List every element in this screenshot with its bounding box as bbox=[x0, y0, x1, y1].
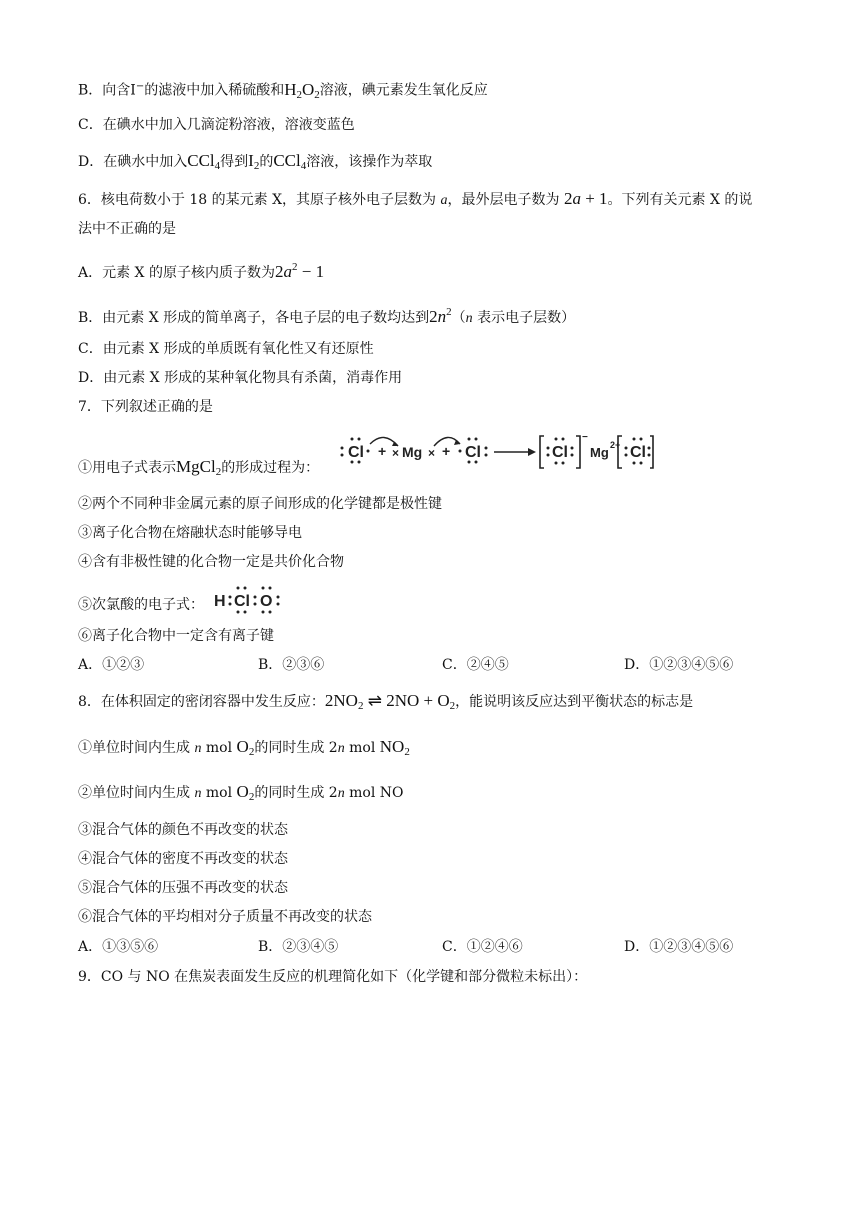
plus-sign-left: + bbox=[378, 443, 387, 459]
product-cl-2: Cl bbox=[630, 444, 646, 461]
q6-option-b: B．由元素 X 形成的简单离子，各电子层的电子数均达到$2n^2(n$ 表示电子层数） bbox=[78, 306, 576, 326]
q5-option-d: D．在碘水中加入CCl$_4$得到$I_2$的CCl$_4$溶液，该操作为萃取 bbox=[78, 151, 433, 172]
electron-cross-right: × bbox=[428, 446, 436, 460]
q8-statement-1: ①单位时间内生成 n mol $O_2$的同时生成 2n mol $NO_2$ bbox=[78, 737, 410, 758]
i2-formula: $I_2$ bbox=[248, 151, 260, 172]
two-n-squared: $2n^2$ bbox=[429, 306, 452, 326]
h2o2-formula: $H_2O_2$ bbox=[284, 79, 320, 101]
plus-sign-right: + bbox=[442, 443, 451, 459]
q8-statement-2: ②单位时间内生成 n mol $O_2$的同时生成 2n mol NO bbox=[78, 782, 404, 803]
q7-statement-5: ⑤次氯酸的电子式： bbox=[78, 597, 204, 613]
q8-statement-4: ④混合气体的密度不再改变的状态 bbox=[78, 851, 288, 867]
q6-option-d: D．由元素 X 形成的某种氧化物具有杀菌，消毒作用 bbox=[78, 370, 403, 386]
q7-stem: 7．下列叙述正确的是 bbox=[78, 399, 213, 415]
q8-statement-3: ③混合气体的颜色不再改变的状态 bbox=[78, 822, 288, 838]
mg-atom: Mg bbox=[402, 444, 423, 460]
q8-option-b[interactable]: B．②③④⑤ bbox=[258, 939, 339, 955]
q7-option-c[interactable]: C．②④⑤ bbox=[442, 657, 509, 673]
q8-statement-5: ⑤混合气体的压强不再改变的状态 bbox=[78, 880, 288, 896]
hclo-h: H bbox=[214, 593, 226, 610]
two-a-squared-minus-one: $2a^2 - 1$ bbox=[274, 261, 325, 281]
q7-statement-1: ①用电子式表示MgCl$_2$的形成过程为： bbox=[78, 457, 320, 478]
q7-statement-2: ②两个不同种非金属元素的原子间形成的化学键都是极性键 bbox=[78, 496, 442, 512]
bracket-open-1 bbox=[540, 436, 544, 468]
equilibrium-equation: $2NO_2$ ⇌ $2NO + O_2$ bbox=[324, 691, 456, 712]
cl-charge-1: − bbox=[582, 432, 588, 443]
ccl4-formula-2: CCl$_4$ bbox=[273, 151, 307, 172]
product-cl-1: Cl bbox=[552, 444, 568, 461]
q9-stem: 9．CO 与 NO 在焦炭表面发生反应的机理简化如下（化学键和部分微粒未标出）： bbox=[78, 969, 588, 985]
hclo-o: O bbox=[260, 593, 273, 610]
cl-atom-right: Cl bbox=[465, 444, 481, 461]
q6-option-a: A．元素 X 的原子核内质子数为$2a^2 - 1$ bbox=[78, 261, 325, 281]
hclo-cl: Cl bbox=[234, 593, 250, 610]
q7-option-a[interactable]: A．①②③ bbox=[78, 657, 145, 673]
q7-statement-4: ④含有非极性键的化合物一定是共价化合物 bbox=[78, 554, 344, 570]
iodide-charge: − bbox=[135, 81, 145, 92]
q8-option-a[interactable]: A．①③⑤⑥ bbox=[78, 939, 159, 955]
q5-option-c: C．在碘水中加入几滴淀粉溶液，溶液变蓝色 bbox=[78, 117, 355, 133]
bracket-close-1 bbox=[576, 436, 580, 468]
mgcl2-formula: MgCl$_2$ bbox=[176, 457, 222, 478]
mgcl2-formation-diagram bbox=[336, 428, 656, 474]
q7-statement-6: ⑥离子化合物中一定含有离子键 bbox=[78, 628, 274, 644]
bracket-close-2 bbox=[650, 436, 653, 468]
ccl4-formula: CCl$_4$ bbox=[187, 151, 221, 172]
q6-option-c: C．由元素 X 形成的单质既有氧化性又有还原性 bbox=[78, 341, 374, 357]
q6-stem-line2: 法中不正确的是 bbox=[78, 221, 176, 237]
o2-formula-2: $O_2$ bbox=[236, 782, 255, 803]
electron-cross-left: × bbox=[392, 446, 400, 460]
q6-stem: 6．核电荷数小于 18 的某元素 X，其原子核外电子层数为 a，最外层电子数为 2a + 1。下列有关元素 X 的说 bbox=[78, 189, 753, 208]
hclo-electron-formula bbox=[212, 584, 292, 616]
mg-charge: 2+ bbox=[610, 440, 621, 450]
no2-formula: $NO_2$ bbox=[379, 737, 410, 758]
cl-atom-left: Cl bbox=[348, 444, 364, 461]
product-mg: Mg bbox=[590, 445, 609, 460]
q7-option-d[interactable]: D．①②③④⑤⑥ bbox=[624, 657, 734, 673]
reaction-arrowhead bbox=[528, 448, 536, 456]
q8-stem: 8．在体积固定的密闭容器中发生反应：$2NO_2$ ⇌ $2NO + O_2$，能说明该反应达到平衡状态的标志是 bbox=[78, 691, 694, 712]
q8-option-c[interactable]: C．①②④⑥ bbox=[442, 939, 523, 955]
q8-statement-6: ⑥混合气体的平均相对分子质量不再改变的状态 bbox=[78, 909, 372, 925]
q5-option-b: B．向含I−的滤液中加入稀硫酸和$H_2O_2$溶液，碘元素发生氧化反应 bbox=[78, 79, 488, 101]
q8-option-d[interactable]: D．①②③④⑤⑥ bbox=[624, 939, 734, 955]
q7-statement-3: ③离子化合物在熔融状态时能够导电 bbox=[78, 525, 302, 541]
o2-formula: $O_2$ bbox=[236, 737, 255, 758]
two-a-plus-one: 2a + 1 bbox=[563, 189, 608, 208]
q7-option-b[interactable]: B．②③⑥ bbox=[258, 657, 325, 673]
